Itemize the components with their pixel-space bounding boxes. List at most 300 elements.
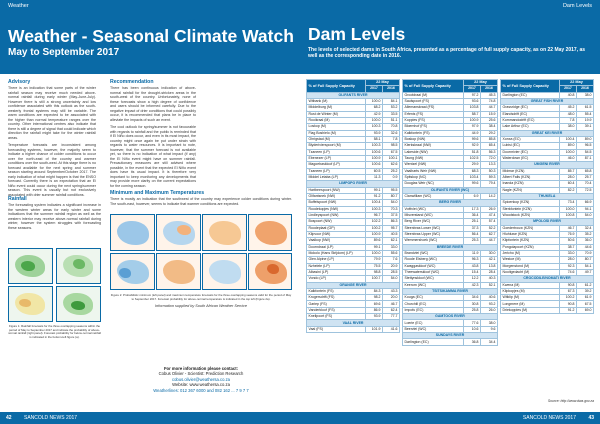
level-2017: 96.3 [464,257,481,263]
page-number: 42 [6,415,12,421]
level-2016: 39.1 [577,124,594,130]
level-2017: 44.9 [464,130,481,136]
rainfall-map [56,286,101,322]
dam-name: Witbank (M) [307,98,366,104]
dam-name: Wemmershoek (WC) [403,238,464,244]
dam-name: Vaalharts Weir (NW) [403,168,464,174]
level-2017: 42.9 [366,111,383,117]
level-2017: 58.7 [464,111,481,117]
dam-name: Lubisi (EC) [501,143,560,149]
level-2017: 28.0 [560,257,577,263]
dam-name: Roodeplaat (GP) [307,225,366,231]
rainfall-text: The forecasting system indicates a significant increase in the western winter areas for early winter and some indications that the summer rainfall region as well as the western interior may receive above-normal rainfall during winter, however the system struggles with forecasting these seasons. [8,203,101,230]
contact-block [110,366,292,393]
year-header: 2017 [464,86,481,92]
dam-name: Vondo (LP) [307,276,366,282]
level-2016: 25.6 [481,117,498,123]
dam-name: Elandsdrift (EC) [501,111,560,117]
level-2017: 68.3 [464,168,481,174]
level-2017: 45.2 [560,105,577,111]
level-2016: 7.8 [383,136,400,142]
level-2017: 100.4 [560,136,577,142]
date-header: 22 May [366,80,400,86]
level-2017: 93.9 [366,130,383,136]
column-header: % of Full Supply Capacity [501,80,560,93]
river-group-label: MPOLOSI RIVER [501,219,594,225]
level-2017: 101.9 [366,326,383,332]
dam-row [307,326,400,332]
dam-name: Spioenkop (KZN) [501,200,560,206]
level-2016: 44.7 [481,238,498,244]
dam-name: Sterkfontein (KZN) [501,206,560,212]
dam-name: Loerie (EC) [403,320,464,326]
level-2017: 30.8 [464,301,481,307]
level-2017: 91.2 [560,307,577,313]
page-title: Weather - Seasonal Climate Watch [8,26,294,46]
dam-name: Allemanskraal (FS) [403,105,464,111]
dam-name: Theewaterskloof (WC) [403,269,464,275]
level-2017: 92.9 [464,143,481,149]
dam-name: Knellpoort (FS) [307,314,366,320]
level-2016: 70.9 [577,250,594,256]
dam-name: Jericho (M) [501,250,560,256]
rainfall-map [56,248,101,284]
dam-name: Pongolapoort (KZN) [501,244,560,250]
dam-name: Vaal (FS) [307,326,366,332]
level-2016: 13.8 [481,263,498,269]
level-2017: 67.3 [560,288,577,294]
level-2017: 100.0 [560,206,577,212]
river-group-label: GAMTOOS RIVER [403,314,498,320]
dam-name: Longmere (M) [501,301,560,307]
figure1-caption: Figure 1: Rainfall forecasts for the three overlapping seasons within the period of May to September 2017 and indicate the probability of above-normal rainfall (right panel). Forecast probability for below-normal rainfall is indicated in the bottom-left figure (a). [8,324,101,339]
level-2016: 54.5 [577,149,594,155]
recommendation-heading: Recommendation [110,79,154,85]
advisory-paragraph: There is an indication that some parts of the winter rainfall season may receive much needed above-normal rainfall during early winter (May-June-July). However there is still a strong uncertainty and low confidence associated with this outlook as the south-westerly frontal systems may still be variable. The warm conditions are expected to be associated with the higher than normal temperature ranges over the country. Other international centres also indicate that there is still a degree of signal that could indicate which direction the rainfall might take for the winter rainfall areas. [8,86,96,140]
column-header: % of Full Supply Capacity [307,80,366,93]
river-group-label: TSITSIKAMMA RIVER [403,288,498,294]
level-2016: 32.6 [383,130,400,136]
temperature-map [156,214,201,251]
level-2017: 93.6 [464,98,481,104]
level-2016: 49.7 [577,269,594,275]
level-2016: 100.1 [383,155,400,161]
dam-name: Steenbras Lower (WC) [403,225,464,231]
level-2016: 46.7 [383,301,400,307]
level-2017: 100.0 [366,250,383,256]
level-2017: 29.9 [464,162,481,168]
level-2017: 103.8 [464,105,481,111]
level-2016: 0.9 [383,174,400,180]
level-2016: 86.3 [383,219,400,225]
level-2016: 39.2 [577,288,594,294]
level-2017: 102.5 [464,155,481,161]
level-2017: 82.2 [560,187,577,193]
level-2016: 69.0 [577,307,594,313]
level-2016: 87.1 [577,155,594,161]
level-2017: 102.2 [366,219,383,225]
level-2017: 33.0 [560,250,577,256]
dam-name: Blyderivierspoort (M) [307,143,366,149]
level-2016: 62.4 [383,307,400,313]
level-2016: 74.8 [481,98,498,104]
level-2016: 62.7 [481,231,498,237]
level-2016: 26.9 [481,206,498,212]
level-2016: 25.2 [383,168,400,174]
contact-line: For more information please contact: [164,366,238,371]
dam-name: Kwaggaskloof (WC) [403,263,464,269]
river-group-label: THUKELA [501,193,594,199]
recommendation-paragraph: There has been continuous indication of above-normal rainfall for the drought-stricken areas in the south-west of the country. Unfortunately, none of these forecasts show a high degree of confidence and users should be informed carefully. Due to the negative impact of drier conditions that could possibly occur, it is recommended that plans be in place to alleviate the impacts of such an event. [110,86,196,122]
dam-name: Kalkfontein (FS) [403,130,464,136]
dam-name: Spitskop (NC) [403,174,464,180]
year-header: 2017 [366,86,383,92]
level-2017: 99.6 [464,136,481,142]
level-2016: 50.3 [481,168,498,174]
level-2016: 26.0 [481,307,498,313]
level-2016: 20.9 [383,263,400,269]
dam-name: Beervlei (WC) [403,326,464,332]
table-header-row [307,80,400,86]
level-2016: 55.4 [577,111,594,117]
level-2016: 45.3 [481,92,498,98]
level-2016: 40.3 [481,276,498,282]
level-2017: 100.3 [366,124,383,130]
rainfall-forecast-maps [8,248,101,360]
dam-name: Klipkopjes (M) [501,288,560,294]
dam-name: Tzaneen (LP) [307,168,366,174]
section-tab-dam-levels: Dam Levels [562,3,592,9]
level-2016: 98.5 [383,143,400,149]
level-2016: 9.6 [481,326,498,332]
dam-row [501,307,594,313]
level-2017: 89.0 [560,143,577,149]
source-line: Information supplied by South African Weather Service [154,304,248,308]
level-2017: 15.4 [464,269,481,275]
level-2017: 50.6 [560,238,577,244]
dam-name: Albasini (LP) [307,269,366,275]
dam-name: Klerkskraal (NW) [403,143,464,149]
year-header: 2016 [383,86,400,92]
column-header: % of Full Supply Capacity [403,80,464,93]
level-2017: 69.6 [366,301,383,307]
page-number: 43 [588,415,594,421]
temperature-map [202,253,247,290]
dam-name: Tzaneen (LP) [307,149,366,155]
recommendation-continuation [204,79,292,189]
level-2017: 86.9 [366,307,383,313]
dam-name: Steenbras Upper (WC) [403,231,464,237]
dam-name: Keerom (WC) [403,282,464,288]
level-2017: 25.8 [464,307,481,313]
level-2017: 100.7 [366,276,383,282]
level-2017: 100.6 [366,149,383,155]
level-2017: 11.3 [366,174,383,180]
level-2017: 34.6 [464,295,481,301]
level-2017: 99.1 [366,187,383,193]
level-2016: 62.1 [383,238,400,244]
river-group-label: BERG RIVER [403,200,498,206]
dam-name: Darlington (EC) [501,92,560,98]
level-2017: 37.3 [464,225,481,231]
dam-table-col2 [402,79,498,346]
level-2016: 36.0 [577,238,594,244]
level-2016: 38.0 [577,92,594,98]
level-2017: 100.0 [366,98,383,104]
dam-name: Klipvoor (NW) [307,231,366,237]
level-2016: 42.1 [481,257,498,263]
level-2017: 92.3 [560,263,577,269]
dam-name: Flag Boshielo (M) [307,130,366,136]
level-2016: 33.0 [383,244,400,250]
page-intro: The levels of selected dams in South Africa, presented as a percentage of full supply capacity, as on 22 May 2017, as well as the corresponding date in 2016. [308,47,586,60]
dam-name: Midmar (KZN) [501,168,560,174]
dam-name: Klipfontein (KZN) [501,238,560,244]
level-2016: 53.2 [383,105,400,111]
level-2017: 100.6 [366,162,383,168]
dam-name: Kalkfontein (FS) [307,288,366,294]
level-2017: 85.7 [560,168,577,174]
contact-line: Cobus Olivier - Scientist: Prediction Research [158,371,244,377]
level-2017: 12.2 [464,276,481,282]
dam-name: Buffelspoort (NW) [307,200,366,206]
table-header-row [501,80,594,86]
level-2017: 46.7 [560,225,577,231]
level-2016: 67.5 [577,301,594,307]
dam-name: Berg River (WC) [403,219,464,225]
level-2017: 28.0 [560,174,577,180]
minmax-heading: Minimum and Maximum Temperatures [110,190,205,196]
dam-name: Vanderkloof (FS) [307,307,366,313]
dam-table-col1 [306,79,400,333]
level-2016: 29.2 [481,130,498,136]
level-2017: 99.6 [464,181,481,187]
level-2016: 56.3 [481,149,498,155]
section-tab-weather: Weather [8,3,29,9]
level-2016: 43.3 [383,288,400,294]
level-2017: 84.3 [366,288,383,294]
dam-name: Kwena (M) [501,282,560,288]
dam-table-col3 [500,79,594,314]
level-2016: 72.0 [481,155,498,161]
level-2016: 70.8 [383,124,400,130]
level-2016: 79.4 [481,181,498,187]
level-2017: 79.9 [366,257,383,263]
level-2016: 70.4 [577,181,594,187]
year-header: 2016 [481,86,498,92]
dam-name: Doornrivier (EC) [501,149,560,155]
rainfall-map [8,248,53,284]
level-2016: 80.7 [383,193,400,199]
dam-name: Hartbeespoort (NW) [307,187,366,193]
level-2016: 77.7 [383,314,400,320]
level-2017: 7.8 [560,117,577,123]
level-2017: 11.9 [464,250,481,256]
level-2016: 15.9 [481,111,498,117]
level-2016: 72.5 [577,187,594,193]
dam-name: Hluhluwe (KZN) [501,231,560,237]
figure2-caption: Figure 2: Probabilistic minimum (left panel) and maximum temperature forecasts for the three overlapping seasons valid for the period of May to September 2017. Forecast probability for above-normal temperature is indicated in the top left (Figure 2a). [110,293,292,301]
dam-name: Impofu (EC) [403,307,464,313]
level-2017: 99.1 [366,244,383,250]
dam-name: Erfenis (FS) [403,111,464,117]
dam-name: Saulspoort (FS) [403,98,464,104]
temperature-map [110,214,155,251]
level-2017: 100.4 [366,200,383,206]
level-2017: 100.2 [366,225,383,231]
level-2017: 93.9 [366,314,383,320]
level-2016: 93.2 [481,301,498,307]
temperature-forecast-maps [110,214,292,354]
river-group-label: VAAL RIVER [307,320,400,326]
level-2016: 59.3 [481,174,498,180]
level-2016: 44.7 [481,105,498,111]
dam-name: Kouga (EC) [403,295,464,301]
date-header: 22 May [560,80,594,86]
dam-name: Grootdraai (M) [403,92,464,98]
level-2016: 61.2 [577,282,594,288]
river-group-label: SUNDAYS RIVER [403,333,498,339]
level-2017: 58.1 [366,136,383,142]
level-2016: 35.2 [577,231,594,237]
level-2016: 94.1 [577,206,594,212]
contact-weatherlines: Weatherlines: 012 367 6000 and 082 162 ... 7 9 7 7 [153,387,249,393]
level-2016: 40.6 [481,295,498,301]
level-2017: 43.8 [464,263,481,269]
year-header: 2017 [560,86,577,92]
level-2016: 38.0 [481,320,498,326]
level-2016: 55.6 [383,250,400,256]
source-note: Source: http://www.dwa.gov.za [547,399,594,403]
dam-name: Voëlvlei (WC) [403,206,464,212]
level-2016: 44.6 [577,244,594,250]
dam-name: Goedertrouw (KZN) [501,225,560,231]
contact-website-link[interactable]: Website: www.weathersa.co.za [172,382,230,388]
level-2017: 98.8 [366,269,383,275]
level-2016: 25.7 [577,174,594,180]
level-2017: 36.4 [464,212,481,218]
level-2016: 20.0 [383,295,400,301]
dam-name: Nooitgedacht (M) [501,269,560,275]
river-group-label: LIMPOPO RIVER [307,181,400,187]
dam-name: Lindleyspoort (NW) [307,212,366,218]
level-2017: 100.3 [366,143,383,149]
level-2017: 98.2 [366,295,383,301]
level-2016: 30.0 [481,250,498,256]
level-2017: 46.0 [560,155,577,161]
level-2016: 14.2 [481,193,498,199]
level-2016: 84.1 [383,98,400,104]
level-2016: 95.5 [383,187,400,193]
dam-name: Inanda (KZN) [501,181,560,187]
level-2017: 48.0 [560,111,577,117]
level-2017: 36.8 [464,339,481,345]
level-2016: 13.3 [481,162,498,168]
contact-email-link[interactable]: cobus.olivier@weathersa.co.za [171,376,231,382]
dam-name: Westoe (M) [501,257,560,263]
level-2017: 60.5 [366,168,383,174]
dam-name: Doorndraai (LP) [307,244,366,250]
level-2016: 19.9 [577,117,594,123]
dam-name: Waterdown (EC) [501,155,560,161]
level-2016: 89.0 [577,136,594,142]
dam-name: Roodekopjes (NW) [307,206,366,212]
left-footer [0,412,300,424]
date-header: 22 May [464,80,498,86]
level-2017: 100.8 [560,212,577,218]
level-2017: 103.4 [464,174,481,180]
dam-name: Kommandodrift (EC) [501,117,560,123]
level-2016: 70.3 [383,206,400,212]
level-2017: 100.9 [366,155,383,161]
level-2017: 97.9 [464,124,481,130]
dam-name: Olifantsnek (NW) [307,193,366,199]
dam-name: Loskop (M) [307,124,366,130]
level-2016: 51.1 [383,117,400,123]
level-2016: 95.7 [383,225,400,231]
advisory-heading: Advisory [8,79,31,85]
dam-name: Witklip (M) [501,295,560,301]
dam-name: Middel Letaba (LP) [307,174,366,180]
level-2017: 60.4 [560,181,577,187]
river-group-label: OLIFANTS RIVER [307,92,400,98]
rainfall-heading: Rainfall [8,196,27,202]
level-2016: 65.4 [481,143,498,149]
dam-name: Ohrigstad (M) [307,136,366,142]
level-2017: 25.3 [464,238,481,244]
level-2017: 25.1 [464,219,481,225]
level-2016: 54.1 [577,263,594,269]
level-2016: 33.5 [383,111,400,117]
level-2017: 96.7 [366,212,383,218]
level-2017: 100.0 [366,117,383,123]
dam-name: Clanwilliam (WC) [403,193,464,199]
level-2017: 90.8 [560,301,577,307]
level-2016: 54.0 [383,200,400,206]
temperature-map [110,253,155,290]
level-2017: 10.6 [464,326,481,332]
dam-name: Rooikraal (M) [307,117,366,123]
page-subtitle: May to September 2017 [8,47,120,58]
level-2017: 74.6 [560,269,577,275]
level-2017: 91.2 [366,193,383,199]
dam-name: Krugersdrift (FS) [307,295,366,301]
level-2017: 73.4 [560,200,577,206]
temperature-map [202,214,247,251]
dam-name: Middelburg (M) [307,105,366,111]
footer-brand: SANCOLD NEWS 2017 [522,415,576,421]
dam-name: Wentzel (NW) [403,162,464,168]
level-2017: 6.9 [464,193,481,199]
level-2016: 34.4 [481,339,498,345]
level-2017: 75.5 [366,263,383,269]
dam-name: Vaalkop (NW) [307,238,366,244]
level-2016: 41.6 [383,326,400,332]
level-2016: 61.5 [577,105,594,111]
temperature-map [156,253,201,290]
dam-name: Glen Alpine (LP) [307,257,366,263]
year-header: 2016 [577,86,594,92]
minmax-section [110,190,292,212]
level-2017: 68.2 [366,105,383,111]
level-2016: 96.5 [577,143,594,149]
right-footer [300,412,600,424]
advisory-paragraph: Temperature forecasts are inconsistent among forecasting systems, however, the majority seem to indicate a higher chance of colder conditions to occur over the north-east of the country and warmer conditions over the south-west. At this stage there is no forecast available for the next spring and summer season starting around September/October 2017. The early indication of what might happen is that the ENSO forecast. Currently there is an expectation that an El Niño event could occur during the next spring/summer season. This event is usually but not exclusively associated with drier summer rainfall conditions. [8,143,96,197]
recommendation-column [110,79,196,189]
level-2017: 90.8 [560,282,577,288]
level-2017: 100.0 [560,149,577,155]
dam-name: Magoebaskloof (LP) [307,162,366,168]
